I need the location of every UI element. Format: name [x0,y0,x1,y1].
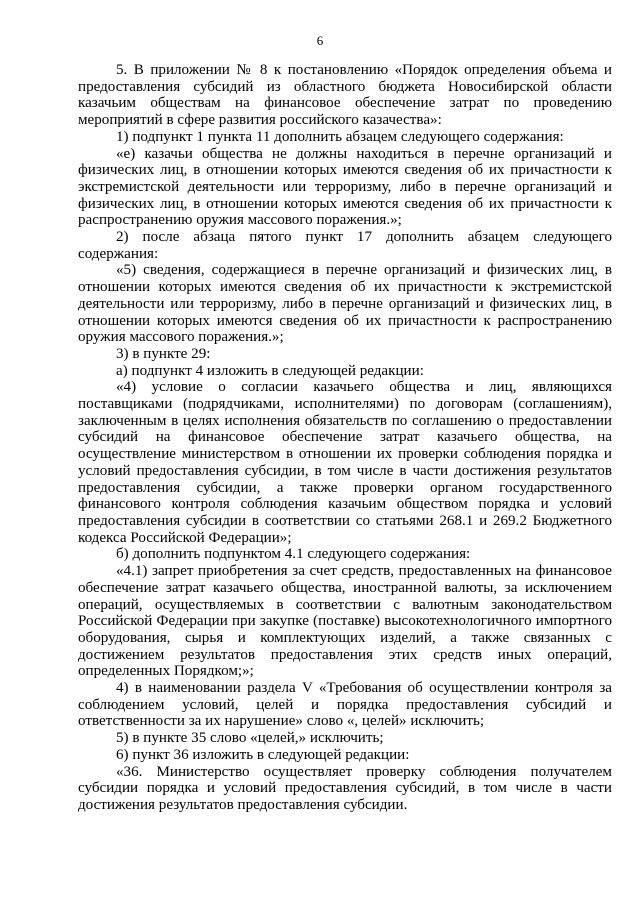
paragraph-item-5-intro: 5. В приложении № 8 к постановлению «Порядок определения объема и предоставления субсидий из областного бюджета Новосибирской области казачьим обществам на финансовое обеспечение затрат по проведению мероприятий в сфере развития российского казачества»: [78,62,612,129]
paragraph-subitem-5: 5) в пункте 35 слово «целей,» исключить; [116,730,384,747]
paragraph-quote-e: «е) казачьи общества не должны находиться в перечне организаций и физических лиц, в отношении которых имеются сведения об их причастности к экстремистской деятельности или терроризму, либо в перечне организаций и физических лиц, в отношении которых имеются сведения об их причастности к распространению оружия массового поражения.»; [78,145,612,229]
page-number: 6 [316,33,324,48]
paragraph-subitem-1: 1) подпункт 1 пункта 11 дополнить абзацем следующего содержания: [116,128,564,145]
paragraph-quote-36: «36. Министерство осуществляет проверку соблюдения получателем субсидии порядка и условий предоставления субсидий, в том числе в части достижения результатов предоставления субсидии. [78,763,612,813]
paragraph-subitem-a: а) подпункт 4 изложить в следующей редакции: [116,362,424,379]
paragraph-quote-5: «5) сведения, содержащиеся в перечне организаций и физических лиц, в отношении которых имеются сведения об их причастности к экстремистской деятельности или терроризму, либо в перечне организаций и физических лиц, в отношении которых имеются сведения об их причастности к распространению оружия массового поражения.»; [78,262,612,346]
paragraph-subitem-b: б) дополнить подпунктом 4.1 следующего содержания: [116,546,471,563]
paragraph-subitem-6: 6) пункт 36 изложить в следующей редакции: [116,746,410,763]
paragraph-subitem-3: 3) в пункте 29: [116,345,211,362]
paragraph-subitem-4: 4) в наименовании раздела V «Требования об осуществлении контроля за соблюдением условий, целей и порядка предоставления субсидий и ответственности за их нарушение» слово «, целей» исключить; [78,680,612,730]
document-body [78,62,612,814]
paragraph-quote-4-1: «4.1) запрет приобретения за счет средств, предоставленных на финансовое обеспечение затрат казачьего общества, иностранной валюты, за исключением операций, осуществляемых в соответствии с валютным законодательством Российской Федерации при закупке (поставке) высокотехнологичного импортного оборудования, сырья и комплектующих изделий, а также связанных с достижением результатов предоставления этих средств иных операций, определенных Порядком;»; [78,563,612,680]
paragraph-quote-4: «4) условие о согласии казачьего общества и лиц, являющихся поставщиками (подрядчиками, исполнителями) по договорам (соглашениям), заключенным в целях исполнения обязательств по соглашению о предоставлении субсидий на финансовое обеспечение затрат казачьего общества, на осуществление министерством в отношении их проверки соблюдения порядка и условий предоставления субсидии, в том числе в части достижения результатов предоставления субсидии, а также проверки органом государственного финансового контроля соблюдения казачьим обществом порядка и условий предоставления субсидии в соответствии со статьями 268.1 и 269.2 Бюджетного кодекса Российской Федерации»; [78,379,612,546]
paragraph-subitem-2: 2) после абзаца пятого пункт 17 дополнить абзацем следующего содержания: [78,229,612,262]
